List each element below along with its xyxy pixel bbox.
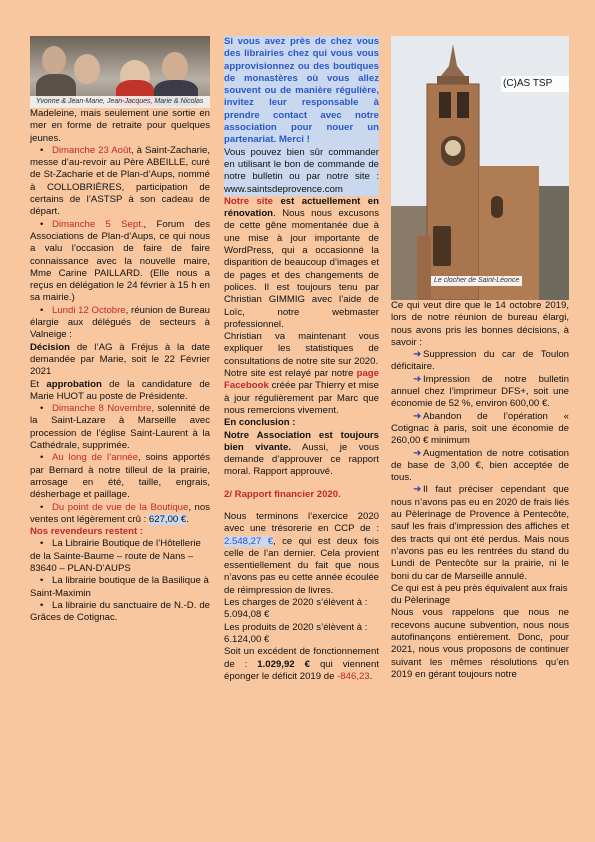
approbation-text: Et approbation de la candidature de Marie HUOT au poste de Présidente. [30, 378, 210, 402]
photo-caption: Yvonne & Jean-Marie, Jean-Jacques, Marie & Nicolas [30, 96, 210, 108]
rapport-heading: 2/ Rapport financier 2020. [224, 488, 341, 500]
charges-text: Les charges de 2020 s’élèvent à : 5.094,08 € [224, 597, 368, 621]
excedent-text: Soit un excédent de fonctionnement de : 1.029,92 € qui viennent éponger le déficit 2019 de -846,23. [224, 646, 379, 682]
facebook-link[interactable]: page Facebook [224, 368, 379, 392]
arrow-icon: ➜ [413, 349, 422, 361]
astsp-logo [501, 76, 569, 92]
arrow-icon: ➜ [413, 410, 422, 422]
arrow-icon: ➜ [413, 373, 422, 385]
intro-text: Madeleine, mais seulement une sortie en mer en forme de retraite pour quelques jeunes. [30, 108, 210, 144]
column-left [30, 36, 210, 624]
order-text: Vous pouvez bien sûr commander en utilisant le bon de commande de notre bulletin ou par notre site : www.saintsdeprovence.com [224, 146, 379, 195]
financial-text: Nous terminons l’exercice 2020 avec une trésorerie en CCP de : 2.548,27 €, ce qui est deux fois celle de l’an dernier. Cela provient essentiellement du fait que nous n’avons pas eu cette année écoulée de réimpression de livres. [224, 510, 379, 596]
list-item: • La librairie du sanctuaire de N.-D. de Grâces de Cotignac. [30, 600, 210, 625]
list-item: • Lundi 12 Octobre, réunion de Bureau élargie aux délégués de secteurs à Valneige : [30, 305, 210, 342]
list-item: • Dimanche 5 Sept., Forum des Associations de Plan-d’Aups, ce qui nous a valu l’occasion de faire de faire connaissance avec la nouvelle maire, Mme Carine PAILLARD. (Elle nous a reçus en délégation le 24 février à 15 h en sa mairie.) [30, 219, 210, 305]
facebook-text: Notre site est relayé par notre page Facebook créée par Thierry et mise à jour régulièrement par Marc que nous remercions vivement. [224, 368, 379, 416]
list-item: • Au long de l’année, soins apportés par Bernard à notre tilleul de la prairie, arrosage en été, taille, engrais, désherbage et paillage. [30, 452, 210, 501]
partner-box [224, 36, 379, 196]
arrow-icon: ➜ [413, 484, 422, 496]
arrow-icon: ➜ [413, 447, 422, 459]
list-item: ➜ Abandon de l’opération « Cotignac à paris, soit une économie de 260,00 € minimum [391, 410, 569, 447]
group-photo [30, 36, 210, 108]
decision-text: Décision de l’AG à Fréjus à la date demandée par Marie, soit le 22 Février 2021 [30, 341, 210, 378]
column-middle [224, 36, 379, 683]
final-text: Nous vous rappelons que nous ne recevons aucune subvention, nous nous autofinançons entièrement. Donc, pour 2021, nous vous proposons de continuer suivant les mêmes résolutions qu’en 2019 en gérant toujours notre [391, 607, 569, 680]
column-right [391, 36, 569, 681]
conclusion-text: Notre Association est toujours bien vivante. Aussi, je vous demande d’approuver ce rapport moral. Rapport approuvé. [224, 429, 379, 478]
logo-text: (C)AS TSP [503, 78, 553, 89]
revendeurs-heading: Nos revendeurs restent : [30, 526, 144, 538]
list-item: ➜ Augmentation de notre cotisation de base de 3,00 €, bien acceptée de tous. [391, 447, 569, 484]
photo-caption: Le clocher de Saint-Léonce [431, 276, 522, 286]
partner-call: Si vous avez près de chez vous des librairies chez qui vous vous approvisionnez ou des boutiques de monastères où vous allez souvent ou de manière régulière, invitez leur responsable à prendre contact avec notre association pour nouer un partenariat. Merci ! [224, 36, 379, 146]
produits-text: Les produits de 2020 s’élèvent à : 6.124,00 € [224, 621, 368, 645]
bell-tower-photo [391, 36, 569, 300]
list-item: • La Librairie Boutique de l’Hôtellerie de la Sainte-Baume – route de Nans – 83640 – PLAN-D’AUPS [30, 538, 210, 575]
list-item: • Dimanche 8 Novembre, solennité de la Saint-Lazare à Marseille avec procession de l’église Saint-Laurent à la Cathédrale, supprimée. [30, 403, 210, 452]
conclusion-heading: En conclusion : [224, 417, 296, 429]
site-text: Notre site est actuellement en rénovation. Nous nous excusons de cette gêne momentanée due à une mise à jour importante de WordPress, qui a occasionné la disparition de beaucoup d’images et de pages et des changements de polices. Il est toujours tenu par Christian GIMMIG avec l’aide de Loïc, notre webmaster professionnel. [224, 195, 379, 330]
christian-text: Christian va maintenant vous expliquer les statistiques de consultations de notre site sur 2020. [224, 331, 379, 367]
list-item: ➜ Suppression du car de Toulon déficitaire. [391, 349, 569, 373]
list-item: • Du point de vue de la Boutique, nos ventes ont légèrement crû : 627,00 €. [30, 502, 210, 527]
list-item: ➜ Il faut préciser cependant que nous n’avons pas eu en 2020 de frais liés au Pèlerinage de Provence à Pentecôte, sauf les frais d’impression des affiches et des tracts qui ont été perdus. Mais nous n’avons pas eu les rentrées du stand du Lundi de Pentecôte sur la prairie, ni le boni du car de Marseille annulé. [391, 484, 569, 582]
list-item: • Dimanche 23 Août, à Saint-Zacharie, messe d’au-revoir au Père ABEILLE, curé de St-Zacharie et de Plan-d’Aups, nommé à COLLOBRIÈRES, participation de certains de l’ASTSP à son cadeau de départ. [30, 145, 210, 219]
intro-text: Ce qui veut dire que le 14 octobre 2019, lors de notre réunion de bureau élargi, nous avons pris les bonnes décisions, à savoir : [391, 300, 569, 348]
list-item: ➜ Impression de notre bulletin annuel chez l’imprimeur DFS+, soit une économie de 52 %, environ 600,00 €. [391, 373, 569, 410]
equivalent-text: Ce qui est à peu près équivalent aux frais du Pèlerinage [391, 582, 568, 607]
list-item: • La librairie boutique de la Basilique à Saint-Maximin [30, 575, 210, 600]
